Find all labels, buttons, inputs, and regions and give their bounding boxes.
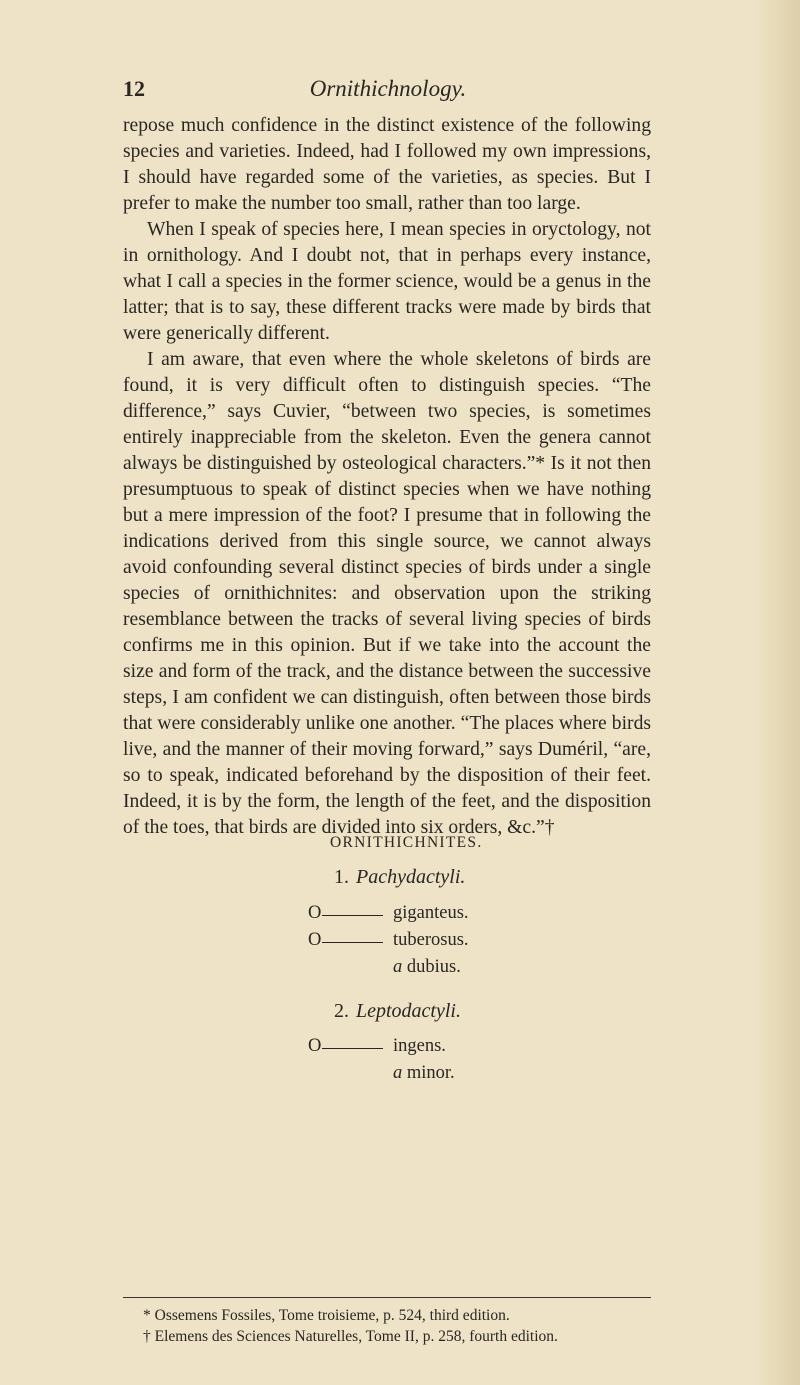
species-mark: O [308, 1036, 322, 1056]
genus-entry [334, 866, 465, 889]
genus-name: Leptodactyli. [356, 1000, 461, 1022]
page-edge-shadow [754, 0, 800, 1385]
genus-number: 1. [334, 866, 349, 888]
leader-dash [322, 942, 383, 943]
species-entry [308, 930, 628, 954]
paragraph: When I speak of species here, I mean species in oryctology, not in ornithology. And I doubt not, that in perhaps every instance, what I call a species in the former science, would be a genus in the latter; that is to say, these different tracks were made by birds that were generically different. [123, 219, 651, 344]
species-entry [308, 1036, 628, 1060]
paragraph: repose much confidence in the distinct existence of the following species and varieties. Indeed, had I followed my own impressions, I should have regarded some of the varieties, as species. But I prefer to make the number too small, rather than too large. [123, 115, 651, 214]
footnotes [143, 1305, 653, 1347]
classification-heading: ORNITHICHNITES. [330, 834, 483, 851]
species-name: tuberosus. [393, 930, 469, 950]
leader-dash [322, 915, 383, 916]
footnote: † Elemens des Sciences Naturelles, Tome II, p. 258, fourth edition. [143, 1328, 558, 1345]
species-name: ingens. [393, 1036, 446, 1056]
page-number: 12 [123, 76, 145, 101]
species-name: giganteus. [393, 903, 469, 923]
variety-name: minor. [406, 1063, 455, 1083]
genus-number: 2. [334, 1000, 349, 1022]
genus-name: Pachydactyli. [356, 866, 466, 888]
footnote: * Ossemens Fossiles, Tome troisieme, p. 524, third edition. [143, 1307, 510, 1324]
species-entry [308, 903, 628, 927]
variety-entry [393, 1063, 455, 1084]
variety-letter: a [393, 957, 403, 977]
running-title: Ornithichnology. [309, 76, 467, 101]
genus-entry [334, 1000, 461, 1023]
species-mark: O [308, 930, 322, 950]
leader-dash [322, 1048, 383, 1049]
paragraph: I am aware, that even where the whole skeletons of birds are found, it is very difficult often to distinguish species. “The difference,” says Cuvier, “between two species, is sometimes entirely inappreciable from the skeleton. Even the genera cannot always be distinguished by osteological characters.”* Is it not then presumptuous to speak of distinct species when we have nothing but a mere impression of the foot? I presume that in following the indications derived from this single source, we cannot always avoid confounding several distinct species of birds under a single species of ornithichnites: and observation upon the striking resemblance between the tracks of several living species of birds confirms me in this opinion. But if we take into the account the size and form of the track, and the distance between the successive steps, I am confident we can distinguish, often between those birds that were considerably unlike one another. “The places where birds live, and the manner of their moving forward,” says Duméril, “are, so to speak, indicated beforehand by the disposition of their feet. Indeed, it is by the form, the length of the feet, and the disposition of the toes, that birds are divided into six orders, &c.”† [123, 349, 651, 838]
body-text [123, 113, 651, 841]
footnote-rule [123, 1297, 651, 1298]
variety-entry [393, 957, 461, 978]
page-header [123, 76, 653, 106]
variety-letter: a [393, 1063, 403, 1083]
species-mark: O [308, 903, 322, 923]
variety-name: dubius. [406, 957, 461, 977]
